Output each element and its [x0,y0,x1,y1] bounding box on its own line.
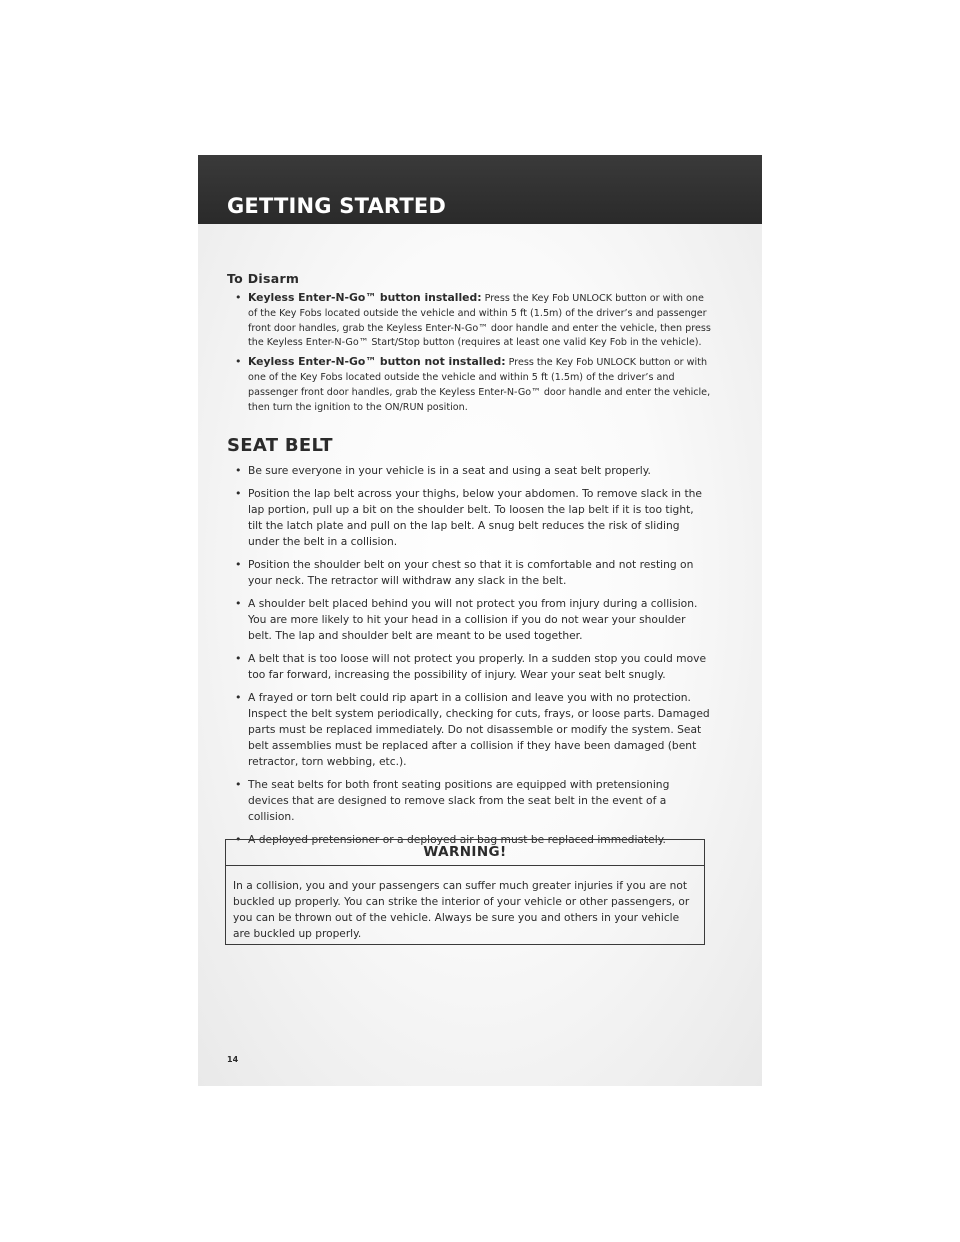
list-item: • Position the shoulder belt on your chest so that it is comfortable and not resting on your neck. The retractor will withdraw any slack in the belt. [227,557,711,589]
list-item [227,355,711,415]
manual-page [198,155,762,1086]
list-item [227,291,711,351]
disarm-item-lead: Keyless Enter-N-Go™ button not installed: [248,355,506,369]
disarm-list [227,291,711,415]
page-content [227,271,711,855]
list-item: • Be sure everyone in your vehicle is in a seat and using a seat belt properly. [227,463,711,479]
disarm-item-text: Press the Key Fob UNLOCK button or with one of the Key Fobs located outside the vehicle and within 5 ft (1.5m) of the driver’s and passenger front door handles, grab the Keyless Enter-N-Go™ door handle and enter the vehicle, then press the Keyless Enter-N-Go™ Start/Stop button (requires at least one valid Key Fob in the vehicle). [248,293,711,349]
warning-title: WARNING! [226,840,704,866]
list-item: • A shoulder belt placed behind you will not protect you from injury during a collision. You are more likely to hit your head in a collision if you do not wear your shoulder belt. The lap and shoulder belt are meant to be used together. [227,596,711,644]
seat-belt-heading: SEAT BELT [227,435,333,457]
disarm-item-text: Press the Key Fob UNLOCK button or with one of the Key Fobs located outside the vehicle and within 5 ft (1.5m) of the driver’s and passenger front door handles, grab the Keyless Enter-N-Go™ door handle and enter the vehicle, then turn the ignition to the ON/RUN position. [248,357,711,413]
list-item: • A belt that is too loose will not protect you properly. In a sudden stop you could move too far forward, increasing the possibility of injury. Wear your seat belt snugly. [227,651,711,683]
warning-box [225,839,705,945]
list-item: • The seat belts for both front seating positions are equipped with pretensioning devices that are designed to remove slack from the seat belt in the event of a collision. [227,777,711,825]
section-header-bar [198,155,762,224]
section-title: GETTING STARTED [227,194,447,218]
disarm-heading: To Disarm [227,271,300,286]
list-item: • A deployed pretensioner or a deployed air bag must be replaced immediately. [227,832,711,848]
page-number: 14 [227,1055,239,1064]
warning-text: In a collision, you and your passengers can suffer much greater injuries if you are not buckled up properly. You can strike the interior of your vehicle or other passengers, or you can be thrown out of the vehicle. Always be sure you and others in your vehicle are buckled up properly. [233,880,690,940]
seat-belt-list [227,463,711,848]
list-item: • A frayed or torn belt could rip apart in a collision and leave you with no protection. Inspect the belt system periodically, checking for cuts, frays, or loose parts. Damaged parts must be replaced immediately. Do not disassemble or modify the system. Seat belt assemblies must be replaced after a collision if they have been damaged (bent retractor, torn webbing, etc.). [227,690,711,770]
list-item: • Position the lap belt across your thighs, below your abdomen. To remove slack in the lap portion, pull up a bit on the shoulder belt. To loosen the lap belt if it is too tight, tilt the latch plate and pull on the lap belt. A snug belt reduces the risk of sliding under the belt in a collision. [227,486,711,550]
disarm-item-lead: Keyless Enter-N-Go™ button installed: [248,291,482,304]
